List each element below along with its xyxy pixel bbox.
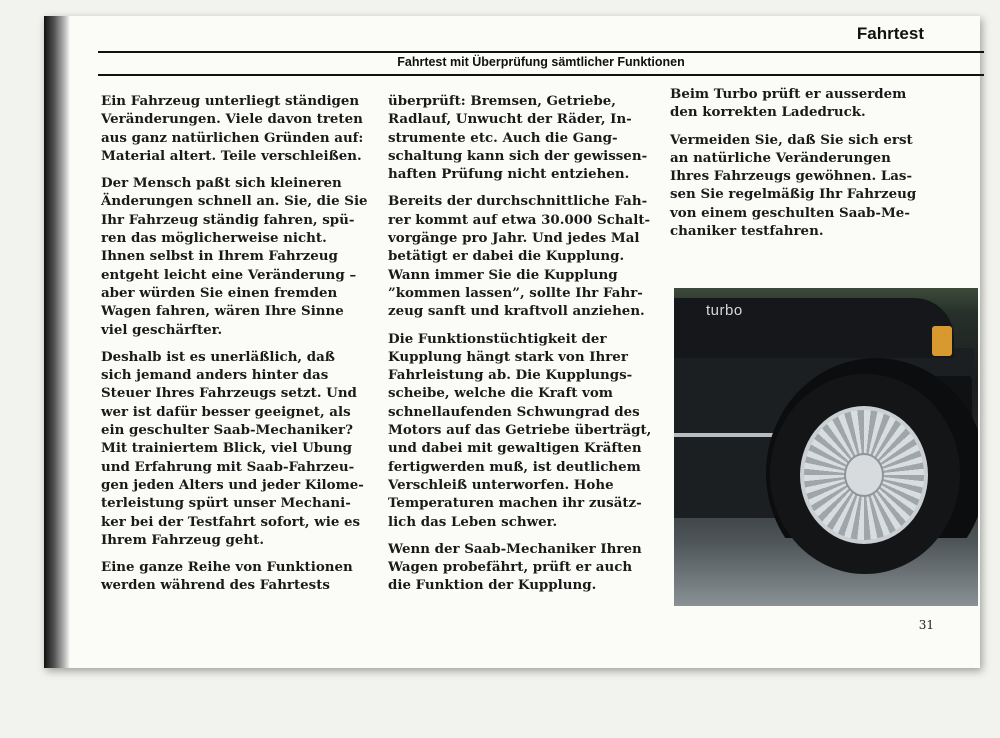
paragraph: Der Mensch paßt sich kleineren Änderungen schnell an. Sie, die Sie Ihr Fahrzeug ständig fahren, spü- ren das möglicherweise nicht. Ihnen selbst in Ihrem Fahrzeug entgeht leicht eine Veränderung – aber würden Sie einen fremden Wagen fahren, wären Ihre Sinne viel geschärfter. — [101, 175, 368, 338]
text-column-1 — [101, 92, 381, 604]
page-number: 31 — [918, 618, 934, 632]
wheel-hub — [844, 453, 884, 497]
paragraph: Beim Turbo prüft er ausserdem den korrekten Ladedruck. — [670, 86, 907, 121]
text-column-2 — [388, 92, 660, 604]
page-subtitle: Fahrtest mit Überprüfung sämtlicher Funktionen — [397, 55, 685, 69]
header-rule-top — [98, 51, 984, 53]
section-title: Fahrtest — [856, 24, 924, 43]
header-rule-bottom — [98, 74, 984, 76]
car-wheel-photo — [674, 288, 978, 606]
paragraph: Bereits der durchschnittliche Fah- rer kommt auf etwa 30.000 Schalt- vorgänge pro Jahr. Und jedes Mal betätigt er dabei die Kupplung. Wann immer Sie die Kupplung ”kommen lassen”, sollte Ihr Fahr- zeug sanft und kraftvoll anziehen. — [388, 193, 651, 320]
paragraph: Wenn der Saab-Mechaniker Ihren Wagen probefährt, prüft er auch die Funktion der Kupplung. — [388, 540, 642, 594]
paragraph: Deshalb ist es unerläßlich, daß sich jemand anders hinter das Steuer Ihres Fahrzeugs setzt. Und wer ist dafür besser geeignet, als ein geschulter Saab-Mechaniker? Mit trainiertem Blick, viel Ubung und Erfahrung mit Saab-Fahrzeu- gen jeden Alters und jeder Kilome- terleistung spürt unser Mechani- ker bei der Testfahrt sofort, wie es Ihrem Fahrzeug geht. — [101, 348, 364, 548]
paragraph: Die Funktionstüchtigkeit der Kupplung hängt stark von Ihrer Fahrleistung ab. Die Kupplungs- scheibe, welche die Kraft vom schnellaufenden Schwungrad des Motors auf das Getriebe überträgt, und dabei mit gewaltigen Kräften fertigwerden muß, ist deutlichem Verschleiß unterworfen. Hohe Temperaturen machen ihr zusätz- lich das Leben schwer. — [388, 330, 652, 530]
indicator-light — [932, 326, 952, 356]
text-column-3 — [670, 85, 950, 249]
paragraph: Ein Fahrzeug unterliegt ständigen Veränderungen. Viele davon treten aus ganz natürlichen Gründen auf: Material altert. Teile verschleißen. — [101, 93, 364, 164]
paragraph: Vermeiden Sie, daß Sie sich erst an natürliche Veränderungen Ihres Fahrzeugs gewöhnen. Las- sen Sie regelmäßig Ihr Fahrzeug von einem geschulten Saab-Me- chaniker testfahren. — [670, 131, 917, 240]
binding-shadow — [44, 16, 70, 668]
paragraph: Eine ganze Reihe von Funktionen werden während des Fahrtests — [101, 559, 353, 594]
turbo-badge: turbo — [706, 302, 743, 319]
paragraph: überprüft: Bremsen, Getriebe, Radlauf, Unwucht der Räder, In- strumente etc. Auch die Gang- schaltung kann sich der gewissen- haften Prüfung nicht entziehen. — [388, 93, 648, 183]
